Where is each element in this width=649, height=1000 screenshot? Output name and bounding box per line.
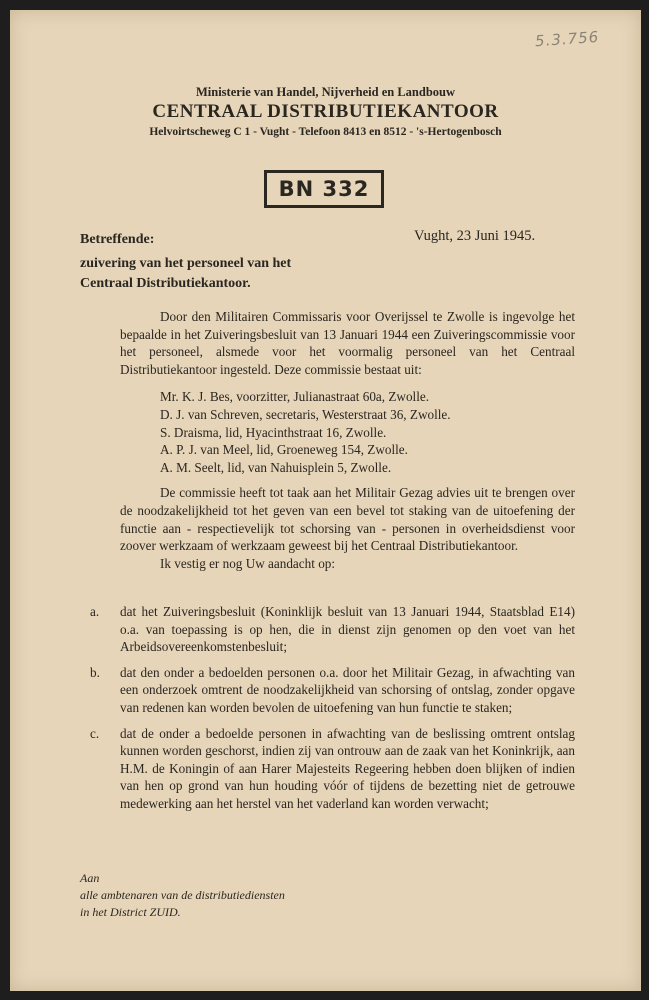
document-date: Vught, 23 Juni 1945.	[414, 228, 536, 244]
member: D. J. van Schreven, secretaris, Westerstraat 36, Zwolle.	[160, 406, 451, 422]
letterhead	[10, 84, 641, 140]
member: A. M. Seelt, lid, van Nahuisplein 5, Zwolle.	[160, 459, 392, 475]
addressee-line: Aan	[80, 871, 100, 885]
list-item	[90, 725, 575, 813]
subject	[80, 254, 291, 294]
list-item	[90, 603, 575, 656]
archive-number: 5.3.756	[534, 27, 600, 51]
member: Mr. K. J. Bes, voorzitter, Julianastraat 60a, Zwolle.	[160, 389, 430, 405]
list-item-text: dat de onder a bedoelde personen in afwachting van de beslissing omtrent ontslag kunnen worden geschorst, indien zij van ontrouw aan de zaak van het Koninkrijk, aan H.M. de Koningin of aan Harer Majesteits Regeering hebben doen blijken of indien van hen op grond van hun houding vóór of tijdens de bezetting niet de getrouwe medewerking aan het herstel van het vaderland kan worden verwacht;	[120, 725, 575, 811]
list-item-text: dat den onder a bedoelden personen o.a. door het Militair Gezag, in afwachting van een onderzoek omtrent de noodzakelijkheid van schorsing of ontslag, zonder opgave van redenen kan worden bevolen de uitoefening van hun functie te staken;	[120, 664, 575, 715]
subject-line: zuivering van het personeel van het	[80, 256, 292, 271]
list-item-text: dat het Zuiveringsbesluit (Koninklijk besluit van 13 Januari 1944, Staatsblad E14) o.a. van toepassing is op hen, die in dienst zijn genomen op den voet van het Arbeidsovereenkomstenbesluit;	[120, 604, 575, 655]
addressee-line: alle ambtenaren van de distributiediensten	[80, 888, 285, 902]
list-item	[90, 664, 575, 717]
list-item-letter: c.	[90, 725, 100, 741]
office-name: CENTRAAL DISTRIBUTIEKANTOOR	[152, 101, 499, 122]
addressee-line: in het District ZUID.	[80, 905, 181, 919]
list-item-letter: b.	[90, 664, 100, 680]
commission-members	[160, 388, 575, 476]
document-page	[10, 10, 641, 991]
member: A. P. J. van Meel, lid, Groeneweg 154, Zwolle.	[160, 442, 408, 458]
subject-line: Centraal Distributiekantoor.	[80, 276, 251, 291]
list-item-letter: a.	[90, 604, 100, 619]
office-address: Helvoirtscheweg C 1 - Vught - Telefoon 8413 en 8512 - 's-Hertogenbosch	[149, 126, 502, 138]
subject-label: Betreffende:	[80, 232, 155, 247]
ministry-name: Ministerie van Handel, Nijverheid en Landbouw	[195, 85, 456, 99]
member: S. Draisma, lid, Hyacinthstraat 16, Zwolle.	[160, 424, 387, 440]
addressee	[80, 870, 285, 921]
reference-number-box: BN 332	[264, 170, 384, 208]
attention-list	[90, 603, 575, 821]
paragraph: De commissie heeft tot taak aan het Militair Gezag advies uit te brengen over de noodzakelijkheid tot het geven van een bevel tot staking van de uitoefening der functie aan - respectievelijk tot schorsing van - personen in overheidsdienst voor zoover werkzaam of werkzaam geweest bij het Centraal Distributiekantoor.	[120, 485, 575, 554]
paragraph: Door den Militairen Commissaris voor Overijssel te Zwolle is ingevolge het bepaalde in het Zuiveringsbesluit van 13 Januari 1944 een Zuiveringscommissie voor het personeel, alsmede voor het voormalig personeel van het Centraal Distributiekantoor ingesteld. Deze commissie bestaat uit:	[120, 309, 575, 377]
paragraph: Ik vestig er nog Uw aandacht op:	[160, 555, 336, 571]
letter-body	[120, 308, 575, 572]
